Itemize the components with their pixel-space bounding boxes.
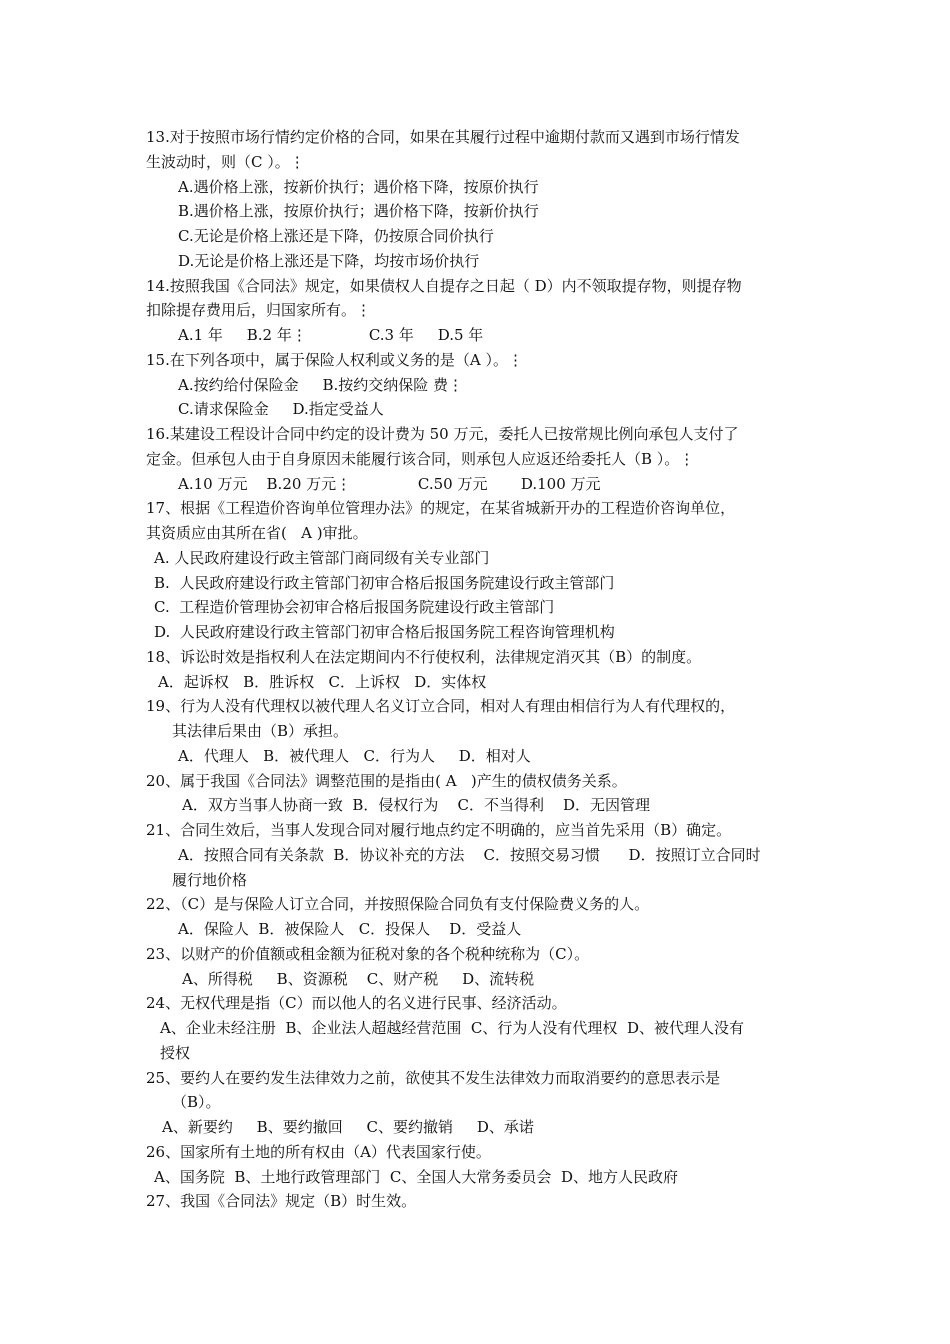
text-line-16: 17、根据《工程造价咨询单位管理办法》的规定，在某省城新开办的工程造价咨询单位， — [146, 499, 736, 517]
text-line-3: A.遇价格上涨，按新价执行；遇价格下降，按原价执行 — [178, 178, 539, 196]
text-line-37: A、企业未经注册 B、企业法人超越经营范围 C、行为人没有代理权 D、被代理人没有 — [160, 1019, 744, 1037]
text-line-28: A．双方当事人协商一致 B．侵权行为 C．不当得利 D．无因管理 — [182, 796, 651, 814]
text-line-9: A.1 年 B.2 年⋮ C.3 年 D.5 年 — [178, 326, 484, 344]
text-line-32: 22、（C）是与保险人订立合同，并按照保险合同负有支付保险费义务的人。 — [146, 895, 650, 913]
text-line-38: 授权 — [160, 1044, 191, 1062]
text-line-44: 27、我国《合同法》规定（B）时生效。 — [146, 1192, 417, 1210]
text-line-11: A.按约给付保险金 B.按约交纳保险 费⋮ — [178, 376, 464, 394]
text-line-27: 20、属于我国《合同法》调整范围的是指由( A )产生的债权债务关系。 — [146, 772, 627, 790]
text-line-12: C.请求保险金 D.指定受益人 — [178, 400, 384, 418]
text-line-7: 14.按照我国《合同法》规定，如果债权人自提存之日起（ D）内不领取提存物，则提存物 — [146, 277, 742, 295]
text-line-41: A、新要约 B、要约撤回 C、要约撤销 D、承诺 — [162, 1118, 534, 1136]
text-line-31: 履行地价格 — [172, 871, 248, 889]
text-line-13: 16.某建设工程设计合同中约定的设计费为 50 万元，委托人已按常规比例向承包人支付了 — [146, 425, 739, 443]
text-line-17: 其资质应由其所在省( A )审批。 — [146, 524, 368, 542]
text-line-34: 23、以财产的价值额或租金额为征税对象的各个税种统称为（C）。 — [146, 945, 590, 963]
text-line-19: B. 人民政府建设行政主管部门初审合格后报国务院建设行政主管部门 — [154, 574, 615, 592]
text-line-14: 定金。但承包人由于自身原因未能履行该合同，则承包人应返还给委托人（B ）。⋮ — [146, 450, 695, 468]
text-line-40: （B）。 — [172, 1093, 221, 1111]
text-line-18: A. 人民政府建设行政主管部门商同级有关专业部门 — [154, 549, 490, 567]
text-line-8: 扣除提存费用后，归国家所有。⋮ — [146, 301, 372, 319]
text-line-20: C. 工程造价管理协会初审合格后报国务院建设行政主管部门 — [154, 598, 555, 616]
text-line-33: A．保险人 B．被保险人 C．投保人 D．受益人 — [178, 920, 522, 938]
text-line-2: 生波动时，则（C ）。⋮ — [146, 153, 305, 171]
text-line-26: A．代理人 B．被代理人 C．行为人 D．相对人 — [178, 747, 531, 765]
text-line-25: 其法律后果由（B）承担。 — [172, 722, 349, 740]
text-line-39: 25、要约人在要约发生法律效力之前，欲使其不发生法律效力而取消要约的意思表示是 — [146, 1069, 721, 1087]
text-line-29: 21、合同生效后，当事人发现合同对履行地点约定不明确的，应当首先采用（B）确定。 — [146, 821, 732, 839]
text-line-36: 24、无权代理是指（C）而以他人的名义进行民事、经济活动。 — [146, 994, 567, 1012]
text-line-23: A．起诉权 B．胜诉权 C．上诉权 D．实体权 — [158, 673, 487, 691]
text-line-35: A、所得税 B、资源税 C、财产税 D、流转税 — [182, 970, 535, 988]
text-line-42: 26、国家所有土地的所有权由（A）代表国家行使。 — [146, 1143, 491, 1161]
text-line-1: 13.对于按照市场行情约定价格的合同，如果在其履行过程中逾期付款而又遇到市场行情发 — [146, 128, 740, 146]
text-line-24: 19、行为人没有代理权以被代理人名义订立合同，相对人有理由相信行为人有代理权的， — [146, 697, 736, 715]
text-line-21: D. 人民政府建设行政主管部门初审合格后报国务院工程咨询管理机构 — [154, 623, 615, 641]
text-line-15: A.10 万元 B.20 万元⋮ C.50 万元 D.100 万元 — [178, 475, 601, 493]
text-line-22: 18、诉讼时效是指权利人在法定期间内不行使权利，法律规定消灭其（B）的制度。 — [146, 648, 702, 666]
text-line-10: 15.在下列各项中，属于保险人权利或义务的是（A ）。⋮ — [146, 351, 523, 369]
text-line-6: D.无论是价格上涨还是下降，均按市场价执行 — [178, 252, 480, 270]
text-line-5: C.无论是价格上涨还是下降，仍按原合同价执行 — [178, 227, 494, 245]
text-line-4: B.遇价格上涨，按原价执行；遇价格下降，按新价执行 — [178, 202, 539, 220]
text-line-30: A．按照合同有关条款 B．协议补充的方法 C．按照交易习惯 D．按照订立合同时 — [178, 846, 761, 864]
text-line-43: A、国务院 B、土地行政管理部门 C、全国人大常务委员会 D、地方人民政府 — [154, 1168, 678, 1186]
